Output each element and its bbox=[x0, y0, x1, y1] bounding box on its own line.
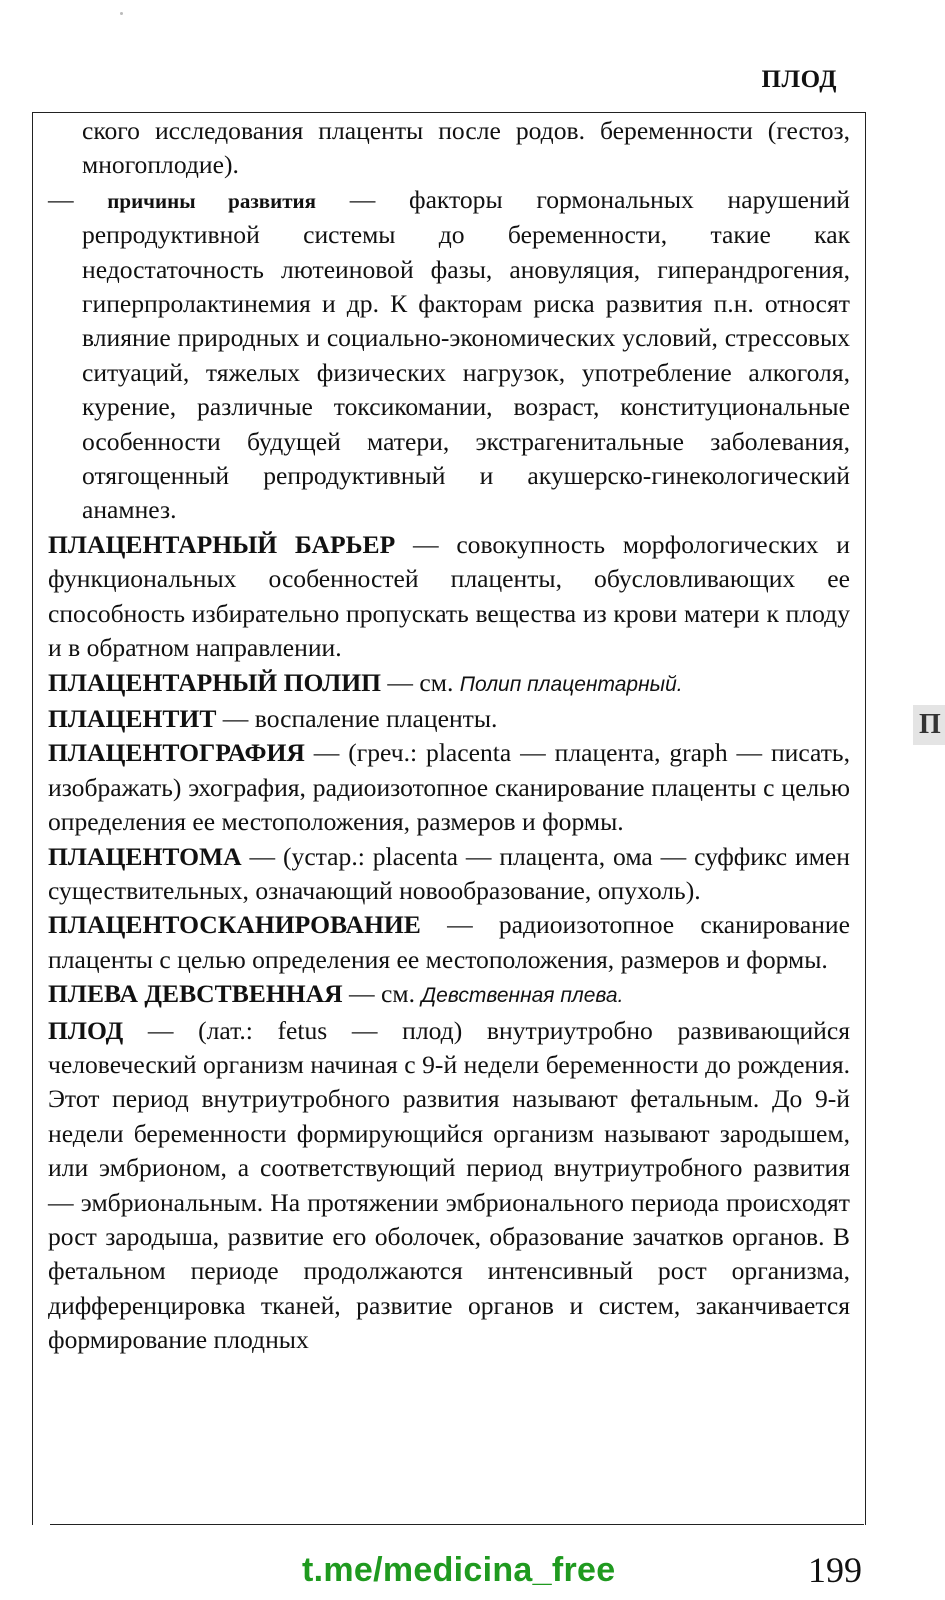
entry-placental-polyp bbox=[48, 666, 850, 702]
alphabet-thumb-tab: П bbox=[913, 705, 945, 745]
page-number: 199 bbox=[808, 1550, 862, 1590]
entry-placentoma bbox=[48, 840, 850, 909]
entry-cross-reference: Девственная плева. bbox=[421, 984, 624, 1008]
entry-subpoint: — причины развития — факторы гормональных нарушений репродуктивной системы до беременности, такие как недостаточность лютеиновой фазы, ановуляция, гиперандрогения, гиперпролактинемия и др. К факторам риска развития п.н. относят влияние природных и социально-экономических условий, стрессовых ситуаций, тяжелых физических нагрузок, употребление алкоголя, курение, различные токсикомании, возраст, конституциональные особенности будущей матери, экстрагенитальные заболевания, отягощенный репродуктивный и акушерско-гинекологический анамнез. bbox=[48, 184, 850, 525]
dictionary-text bbox=[48, 114, 850, 1358]
entry-text: — факторы гормональных нарушений репродуктивной системы до беременности, такие как недостаточность лютеиновой фазы, ановуляция, гиперандрогения, гиперпролактинемия и др. К факторам риска развития п.н. относят влияние природных и социально-экономических условий, стрессовых ситуаций, тяжелых физических нагрузок, употребление алкоголя, курение, различные токсикомании, возраст, конституциональные особенности будущей матери, экстрагенитальные заболевания, отягощенный репродуктивный и акушерско-гинекологический анамнез. bbox=[82, 184, 850, 525]
entry-term: ПЛАЦЕНТОГРАФИЯ bbox=[48, 738, 305, 768]
entry-text: — воспаление плаценты. bbox=[216, 703, 498, 733]
entry-text: — (греч.: placenta — плацента, graph — писать, изображать) эхография, радиоизотопное сканирование плаценты с целью определения ее местоположения, размеров и формы. bbox=[48, 738, 850, 837]
entry-text: — (лат.: fetus — плод) внутриутробно развивающийся человеческий организм начиная с 9-й недели беременности до рождения. Этот период внутриутробного развития называют фетальным. До 9-й недели беременности формирующийся организм называют зародышем, или эмбрионом, а соответствующий период внутриутробного развития — эмбриональным. На протяжении эмбрионального периода происходят рост зародыша, развитие его оболочек, образование зачатков органов. В фетальном периоде продолжаются интенсивный рост организма, дифференцировка тканей, развитие органов и систем, заканчивается формирование плодных bbox=[48, 1015, 850, 1355]
entry-placental-barrier bbox=[48, 528, 850, 666]
scan-dust-speck bbox=[120, 12, 123, 15]
entry-term: ПЛЕВА ДЕВСТВЕННАЯ bbox=[48, 979, 343, 1009]
entry-text: ского исследования плаценты после родов. беременности (гестоз, многоплодие). bbox=[82, 116, 850, 180]
entry-fetus bbox=[48, 1014, 850, 1358]
entry-term: ПЛАЦЕНТОМА bbox=[48, 841, 242, 871]
entry-text: — см. bbox=[381, 667, 460, 697]
entry-placentography bbox=[48, 736, 850, 839]
entry-cross-reference: Полип плацентарный. bbox=[459, 672, 683, 696]
entry-text: — радиоизотопное сканирование плаценты с целью определения ее местоположения, размеров и формы. bbox=[48, 910, 850, 974]
entry-term: ПЛАЦЕНТАРНЫЙ ПОЛИП bbox=[48, 667, 382, 697]
entry-continuation bbox=[48, 114, 850, 183]
entry-term: ПЛАЦЕНТАРНЫЙ БАРЬЕР bbox=[48, 529, 396, 559]
entry-term: ПЛОД bbox=[48, 1015, 124, 1045]
entry-hymen bbox=[48, 977, 850, 1013]
entry-subterm: причины развития bbox=[107, 188, 316, 213]
entry-text: — совокупность морфологических и функциональных особенностей плаценты, обусловливающих ее способность избирательно пропускать вещества из крови матери к плоду и в обратном направлении. bbox=[48, 529, 850, 663]
entry-text: — (устар.: placenta — плацента, ома — суффикс имен существительных, означающий новообразование, опухоль). bbox=[48, 841, 850, 905]
entry-term: ПЛАЦЕНТИТ bbox=[48, 703, 217, 733]
entry-text: — см. bbox=[342, 979, 422, 1009]
entry-term: ПЛАЦЕНТОСКАНИРОВАНИЕ bbox=[48, 910, 421, 940]
entry-placentoscanning bbox=[48, 908, 850, 977]
running-head: ПЛОД bbox=[761, 66, 837, 93]
telegram-link[interactable]: t.me/medicina_free bbox=[302, 1551, 616, 1589]
text-frame-bottom-rule bbox=[50, 1524, 864, 1525]
entry-placentitis bbox=[48, 702, 850, 736]
